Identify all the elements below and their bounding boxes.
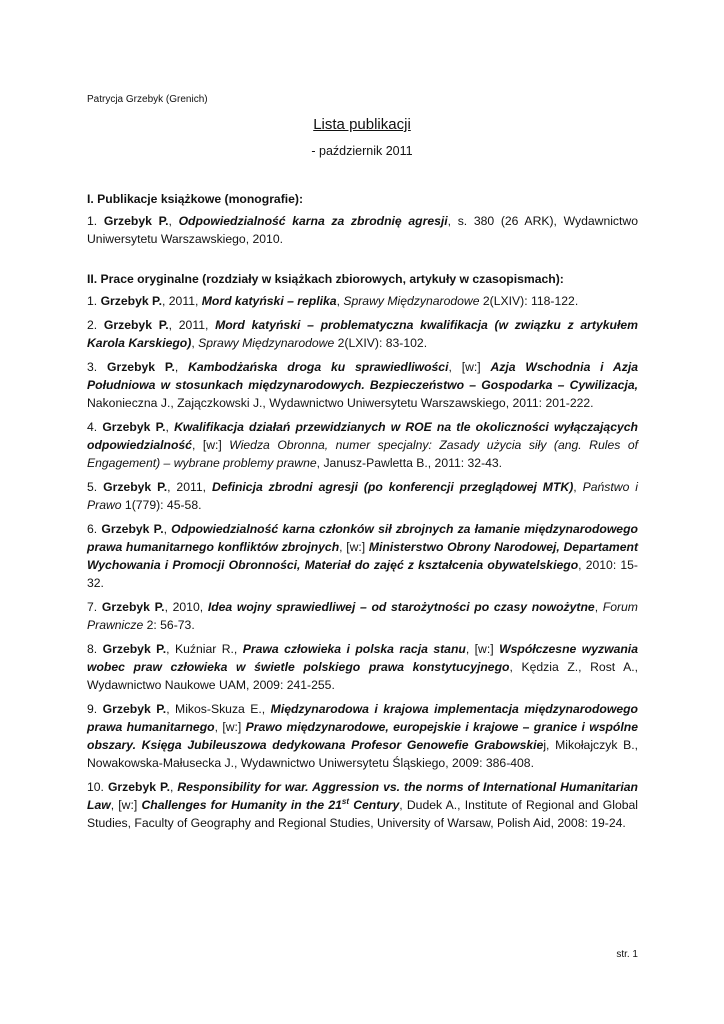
list-item: 1. Grzebyk P., Odpowiedzialność karna za zbrodnię agresji, s. 380 (26 ARK), Wydawnictwo Uniwersytetu Warszawskiego, 2010. [87,214,638,246]
publication-list [87,190,638,838]
list-item: 6. Grzebyk P., Odpowiedzialność karna członków sił zbrojnych za łamanie międzynarodowego prawa humanitarnego konfliktów zbrojnych, [w:] Ministerstwo Obrony Narodowej, Departament Wychowania i Promocji Obronności, Materiał do zajęć z kształcenia obywatelskiego, 2010: 15-32. [87,522,638,590]
section-heading-original-works: II. Prace oryginalne (rozdziały w książkach zbiorowych, artykuły w czasopismach): [87,272,564,286]
list-item: 1. Grzebyk P., 2011, Mord katyński – replika, Sprawy Międzynarodowe 2(LXIV): 118-122. [87,294,579,308]
author-name: Patrycja Grzebyk (Grenich) [87,94,208,105]
section-heading-monographs: I. Publikacje książkowe (monografie): [87,192,304,206]
list-item: 9. Grzebyk P., Mikos-Skuza E., Międzynarodowa i krajowa implementacja międzynarodowego prawa humanitarnego, [w:] Prawo międzynarodowe, europejskie i krajowe – granice i wspólne obszary. Księga Jubileuszowa dedykowana Profesor Genowefie Grabowskiej, Mikołajczyk B., Nowakowska-Małusecka J., Wydawnictwo Uniwersytetu Śląskiego, 2009: 386-408. [87,702,639,770]
list-item: 10. Grzebyk P., Responsibility for war. Aggression vs. the norms of International Humanitarian Law, [w:] Challenges for Humanity in the 21st Century, Dudek A., Institute of Regional and Global Studies, Faculty of Geography and Regional Studies, University of Warsaw, Polish Aid, 2008: 19-24. [87,780,639,830]
list-item: 3. Grzebyk P., Kambodżańska droga ku sprawiedliwości, [w:] Azja Wschodnia i Azja Południowa w stosunkach międzynarodowych. Bezpieczeństwo – Gospodarka – Cywilizacja, Nakonieczna J., Zajączkowski J., Wydawnictwo Uniwersytetu Warszawskiego, 2011: 201-222. [87,360,638,410]
list-item: 2. Grzebyk P., 2011, Mord katyński – problematyczna kwalifikacja (w związku z artykułem Karola Karskiego), Sprawy Międzynarodowe 2(LXIV): 83-102. [87,318,638,350]
document-date: - październik 2011 [311,144,413,158]
list-item: 4. Grzebyk P., Kwalifikacja działań przewidzianych w ROE na tle okoliczności wyłączających odpowiedzialność, [w:] Wiedza Obronna, numer specjalny: Zasady użycia siły (ang. Rules of Engagement) – wybrane problemy prawne, Janusz-Pawletta B., 2011: 32-43. [87,420,638,470]
list-item: 8. Grzebyk P., Kuźniar R., Prawa człowieka i polska racja stanu, [w:] Współczesne wyzwania wobec praw człowieka w świetle polskiego prawa konstytucyjnego, Kędzia Z., Rost A., Wydawnictwo Naukowe UAM, 2009: 241-255. [87,642,638,692]
page-title: Lista publikacji [313,116,411,133]
list-item: 7. Grzebyk P., 2010, Idea wojny sprawiedliwej – od starożytności po czasy nowożytne, Forum Prawnicze 2: 56-73. [87,600,638,632]
page-number: str. 1 [616,949,638,960]
list-item: 5. Grzebyk P., 2011, Definicja zbrodni agresji (po konferencji przeglądowej MTK), Państwo i Prawo 1(779): 45-58. [87,480,638,512]
